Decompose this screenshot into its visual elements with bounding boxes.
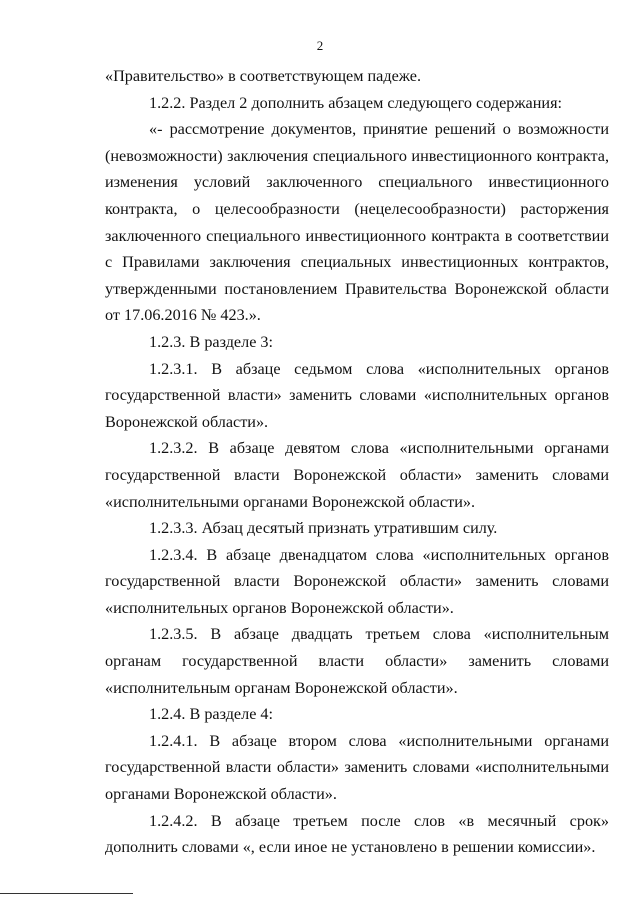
- paragraph-1-2-3-3: 1.2.3.3. Абзац десятый признать утратившим силу.: [149, 519, 498, 538]
- paragraph-1-2-4-1: 1.2.4.1. В абзаце втором слова «исполнительными органами государственной власти области» заменить словами «исполнительными органами Воронежской области».: [105, 731, 609, 804]
- paragraph-1-2-4: 1.2.4. В разделе 4:: [149, 705, 274, 724]
- footer-rule: [0, 893, 133, 894]
- paragraph-1-2-3-1: 1.2.3.1. В абзаце седьмом слова «исполнительных органов государственной власти» заменить словами «исполнительных органов Воронежской области».: [105, 359, 609, 431]
- paragraph-1-2-3: 1.2.3. В разделе 3:: [149, 332, 274, 351]
- paragraph-quote: «- рассмотрение документов, принятие решений о возможности (невозможности) заключения специального инвестиционного контракта, изменения условий заключенного специального инвестиционного контракта, о целесообразности (нецелесообразности) расторжения заключенного специального инвестиционного контракта в соответствии с Правилами заключения специальных инвестиционных контрактов, утвержденными постановлением Правительства Воронежской области от 17.06.2016 № 423.».: [105, 120, 609, 325]
- paragraph-1-2-2: 1.2.2. Раздел 2 дополнить абзацем следующего содержания:: [149, 93, 563, 112]
- paragraph-continuation: «Правительство» в соответствующем падеже.: [105, 67, 421, 85]
- document-body: [105, 63, 609, 861]
- paragraph-1-2-3-2: 1.2.3.2. В абзаце девятом слова «исполнительными органами государственной власти Воронежской области» заменить словами «исполнительными органами Воронежской области».: [105, 439, 609, 511]
- paragraph-1-2-3-5: 1.2.3.5. В абзаце двадцать третьем слова «исполнительным органам государственной власти области» заменить словами «исполнительным органам Воронежской области».: [105, 625, 609, 697]
- page-number: 2: [316, 38, 324, 53]
- paragraph-1-2-4-2: 1.2.4.2. В абзаце третьем после слов «в месячный срок» дополнить словами «, если иное не установлено в решении комиссии».: [105, 811, 609, 857]
- paragraph-1-2-3-4: 1.2.3.4. В абзаце двенадцатом слова «исполнительных органов государственной власти Воронежской области» заменить словами «исполнительных органов Воронежской области».: [105, 545, 609, 617]
